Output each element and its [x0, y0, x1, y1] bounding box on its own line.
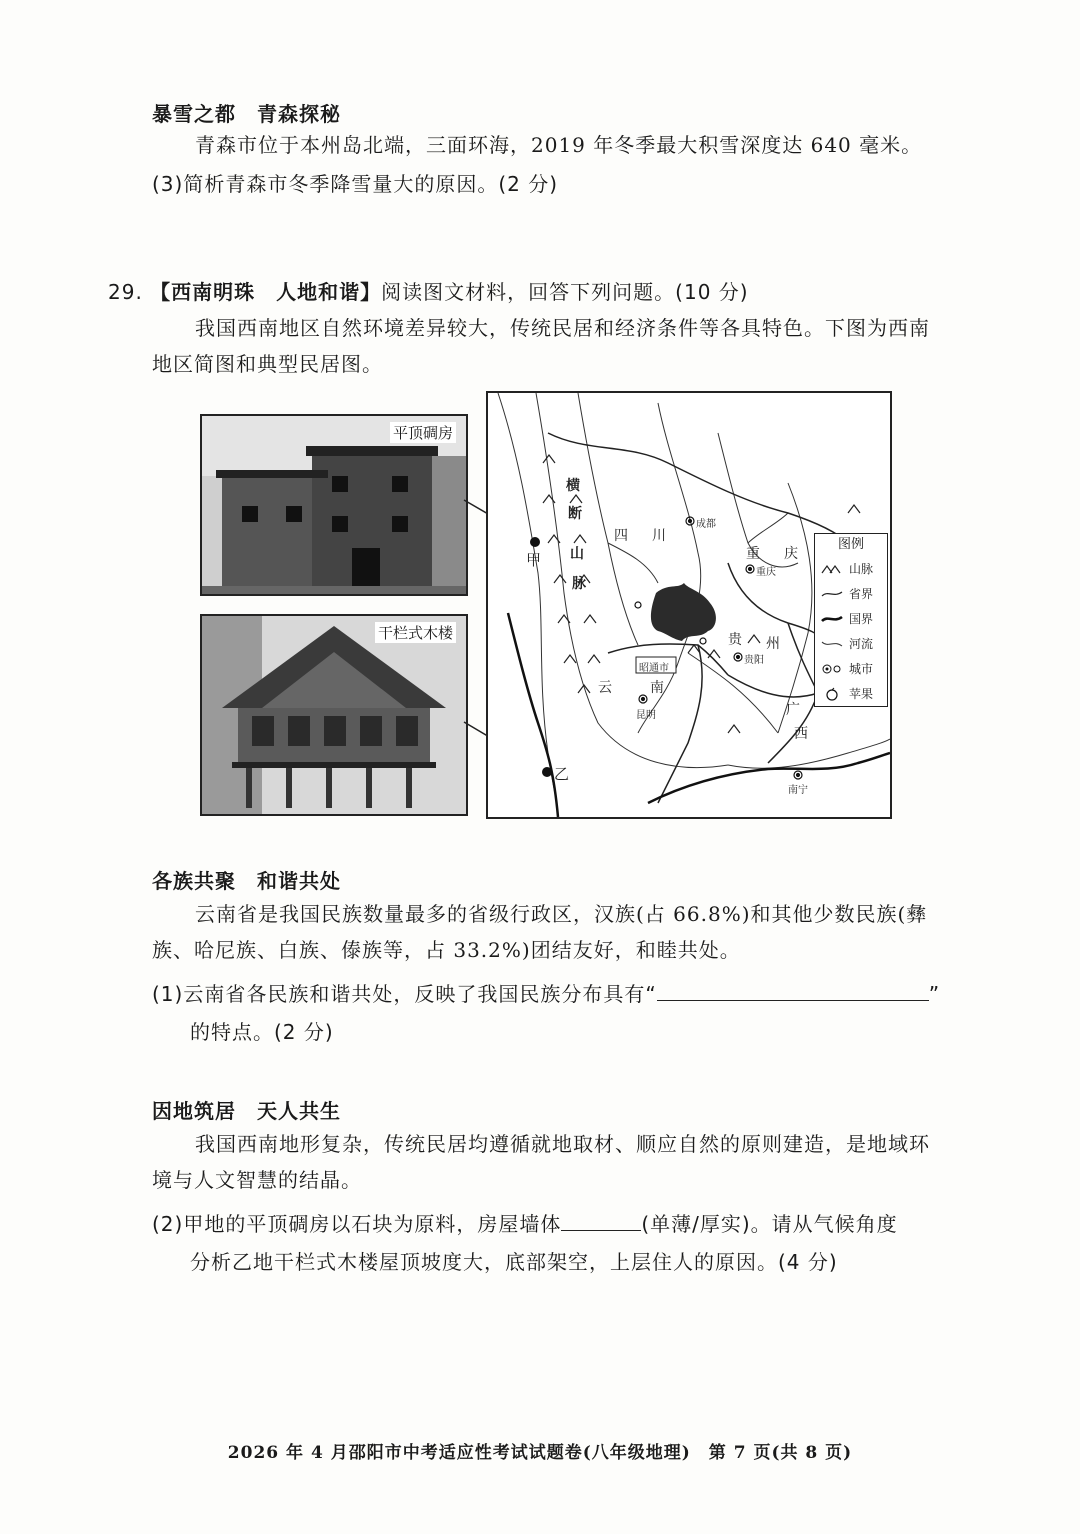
question-prompt: 阅读图文材料，回答下列问题。(10 分) [381, 280, 749, 304]
legend-title: 图例 [837, 537, 864, 552]
label-city-chengdu: 成都 [696, 519, 716, 530]
label-guizhou-1: 贵 [728, 632, 742, 648]
legend-item-city: 城市 [815, 656, 887, 681]
map-legend [814, 533, 888, 707]
snow-text: 青森市位于本州岛北端，三面环海，2019 年冬季最大积雪深度达 640 毫米。 [195, 133, 923, 157]
question-1-text: (1)云南省各民族和谐共处，反映了我国民族分布具有“ [152, 982, 657, 1006]
legend-item-national-border: 国界 [815, 606, 887, 631]
ethnic-text-line-1: 云南省是我国民族数量最多的省级行政区，汉族(占 66.8%)和其他少数民族(彝 [195, 902, 928, 926]
label-city-chongqing: 重庆 [756, 567, 776, 578]
page-footer: 2026 年 4 月邵阳市中考适应性考试试题卷(八年级地理) 第 7 页(共 8 页) [227, 1443, 853, 1463]
apple-icon [815, 687, 849, 701]
legend-item-province-border: 省界 [815, 581, 887, 606]
question-1 [152, 978, 940, 1007]
ethnic-text-line-2: 族、哈尼族、白族、傣族等，占 33.2%)团结友好，和睦共处。 [152, 938, 741, 962]
housing-text-line-1: 我国西南地形复杂，传统民居均遵循就地取材、顺应自然的原则建造，是地域环 [195, 1132, 930, 1156]
question-3: (3)简析青森市冬季降雪量大的原因。(2 分) [152, 172, 559, 196]
question-2-text: (2)甲地的平顶碉房以石块为原料，房屋墙体 [152, 1212, 562, 1236]
question-1-line-2: 的特点。(2 分) [190, 1020, 334, 1044]
southwest-china-map [486, 391, 892, 819]
mountain-icon [815, 563, 849, 575]
label-chongqing-1: 重 [746, 546, 760, 562]
section-heading-housing: 因地筑居 天人共生 [152, 1099, 341, 1123]
label-chongqing-2: 庆 [784, 546, 798, 562]
label-mountain-2: 断 [568, 506, 582, 522]
label-sichuan-1: 四 [614, 528, 628, 544]
intro-line-2: 地区简图和典型民居图。 [152, 352, 383, 376]
housing-text-line-2: 境与人文智慧的结晶。 [152, 1168, 362, 1192]
label-point-jia: 甲 [526, 551, 542, 569]
city-icon [815, 663, 849, 675]
legend-item-river: 河流 [815, 631, 887, 656]
label-city-nanning: 南宁 [788, 785, 808, 796]
label-guangxi-2: 西 [794, 726, 808, 742]
label-yunnan-2: 南 [650, 680, 664, 696]
label-point-yi: 乙 [554, 765, 570, 783]
photo-label-stone-house: 平顶碉房 [390, 422, 456, 443]
question-title: 【西南明珠 人地和谐】 [150, 280, 382, 304]
section-heading-snow: 暴雪之都 青森探秘 [152, 102, 341, 126]
label-city-kunming: 昆明 [636, 710, 656, 721]
question-2-line-2: 分析乙地干栏式木楼屋顶坡度大，底部架空，上层住人的原因。(4 分) [190, 1250, 838, 1274]
label-guizhou-2: 州 [766, 636, 780, 652]
legend-item-apple: 苹果 [815, 681, 887, 706]
question-2-text-cont: (单薄/厚实)。请从气候角度 [641, 1212, 898, 1236]
label-city-zhaotong: 昭通市 [639, 663, 669, 674]
question-2 [152, 1208, 898, 1237]
answer-blank-1[interactable] [657, 980, 929, 1001]
river-icon [815, 638, 849, 650]
answer-blank-2[interactable] [561, 1210, 641, 1231]
label-mountain-3: 山 [570, 546, 584, 562]
question-1-close-quote: ” [928, 982, 941, 1006]
province-border-icon [815, 588, 849, 600]
label-sichuan-2: 川 [652, 528, 666, 544]
label-guangxi-1: 广 [786, 702, 800, 718]
photo-label-stilt-house: 干栏式木楼 [375, 622, 456, 643]
question-number: 29. [108, 280, 143, 304]
section-heading-ethnic: 各族共聚 和谐共处 [152, 869, 341, 893]
label-yunnan-1: 云 [598, 680, 612, 696]
legend-item-mountain: 山脉 [815, 556, 887, 581]
intro-line-1: 我国西南地区自然环境差异较大，传统民居和经济条件等各具特色。下图为西南 [195, 316, 930, 340]
label-mountain-4: 脉 [572, 576, 586, 592]
national-border-icon [815, 613, 849, 625]
label-city-guiyang: 贵阳 [744, 655, 764, 666]
label-mountain-1: 横 [566, 478, 580, 494]
